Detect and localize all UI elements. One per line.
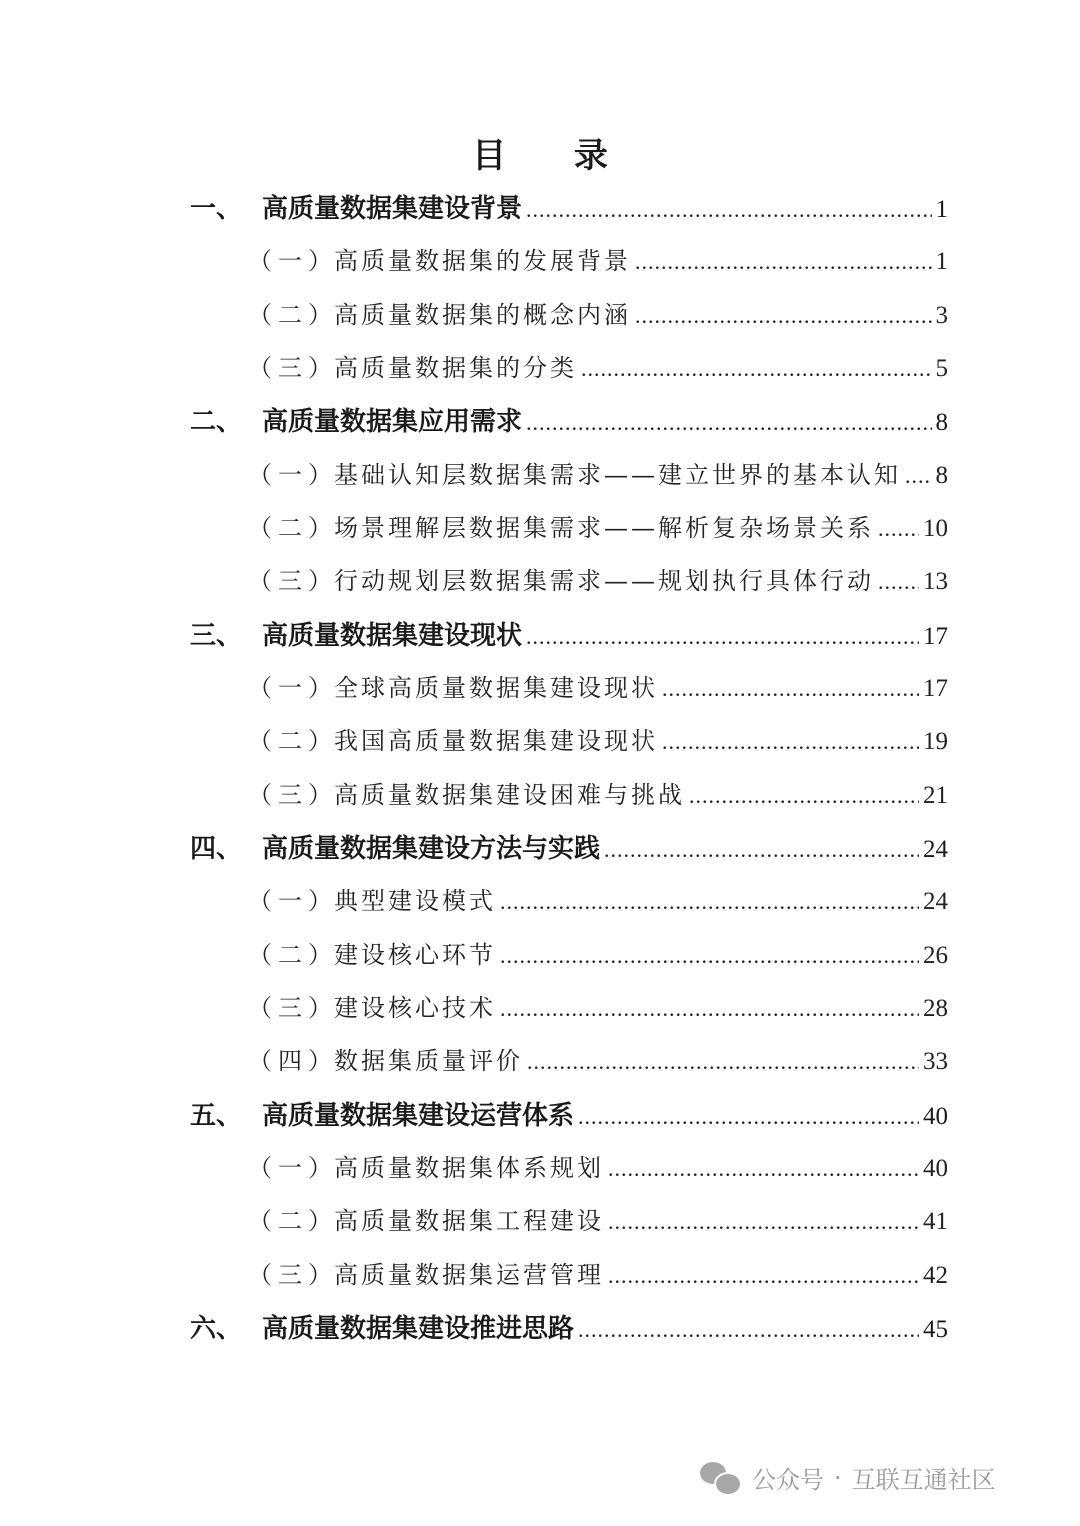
toc-label: 建设核心技术 [334,994,496,1022]
toc-label: 建设核心环节 [334,941,496,969]
toc-entry[interactable] [248,668,948,708]
toc-page-number: 24 [923,888,948,915]
watermark [700,1460,996,1495]
toc-page-number: 8 [935,409,948,436]
dot-leader [662,676,919,702]
toc-label: 数据集质量评价 [334,1047,523,1075]
toc-page-number: 28 [923,995,948,1022]
dot-leader [526,410,931,436]
dot-leader [878,569,919,595]
toc-number: （二） [248,1207,338,1235]
toc-number: 一、 [190,194,243,224]
toc-entry[interactable] [248,455,948,495]
toc-label: 高质量数据集体系规划 [334,1154,604,1182]
watermark-separator: · [834,1463,842,1492]
toc-page-number: 13 [923,568,948,595]
toc-number: （二） [248,514,338,542]
toc-number: （三） [248,354,338,382]
toc-number: （三） [248,1261,338,1289]
toc-page-number: 1 [935,248,948,275]
toc-label: 高质量数据集工程建设 [334,1207,604,1235]
toc-entry[interactable] [248,775,948,815]
toc-label: 高质量数据集应用需求 [262,407,523,437]
toc-number: （一） [248,887,338,915]
toc-label: 典型建设模式 [334,887,496,915]
toc-label: 行动规划层数据集需求——规划执行具体行动 [334,567,874,595]
wechat-icon [700,1462,740,1494]
toc-page-number: 10 [923,515,948,542]
toc-entry[interactable] [190,1308,948,1348]
dot-leader [635,303,932,329]
toc-page-number: 40 [923,1155,948,1182]
toc-number: （一） [248,674,338,702]
toc-label: 高质量数据集的发展背景 [334,247,631,275]
toc-page-number: 17 [923,675,948,702]
toc-label: 高质量数据集建设方法与实践 [262,834,601,864]
toc-label: 我国高质量数据集建设现状 [334,727,658,755]
toc-label: 高质量数据集建设背景 [262,194,523,224]
toc-number: （一） [248,461,338,489]
toc-entry[interactable] [248,1255,948,1295]
toc-page-number: 45 [923,1316,948,1343]
toc-page-number: 5 [935,355,948,382]
dot-leader [635,249,932,275]
dot-leader [689,783,919,809]
toc-entry[interactable] [248,988,948,1028]
toc-label: 高质量数据集运营管理 [334,1261,604,1289]
toc-number: （四） [248,1047,338,1075]
toc-number: 六、 [190,1314,243,1344]
toc-entry[interactable] [248,508,948,548]
toc-page-number: 42 [923,1262,948,1289]
toc-number: （二） [248,727,338,755]
toc-page-number: 26 [923,942,948,969]
toc-entry[interactable] [248,721,948,761]
dot-leader [500,996,919,1022]
toc-page-number: 17 [923,623,948,650]
toc-page-number: 21 [923,782,948,809]
toc-entry[interactable] [248,1148,948,1188]
watermark-account: 互联互通社区 [851,1466,996,1494]
toc-label: 基础认知层数据集需求——建立世界的基本认知 [334,461,901,489]
toc-page-number: 8 [935,462,948,489]
toc-label: 高质量数据集建设现状 [262,621,523,651]
toc-label: 高质量数据集的分类 [334,354,577,382]
toc-entry[interactable] [190,401,948,441]
page-title: 目 录 [472,136,636,176]
dot-leader [905,463,932,489]
toc-number: （三） [248,994,338,1022]
toc-page-number: 40 [923,1103,948,1130]
toc-label: 全球高质量数据集建设现状 [334,674,658,702]
dot-leader [578,1104,919,1130]
toc-entry[interactable] [190,1095,948,1135]
dot-leader [500,889,919,915]
toc-label: 高质量数据集建设推进思路 [262,1314,575,1344]
toc-label: 高质量数据集建设困难与挑战 [334,781,685,809]
dot-leader [526,197,931,223]
toc-number: （二） [248,941,338,969]
dot-leader [604,837,919,863]
toc-page-number: 1 [935,196,948,223]
toc-page-number: 41 [923,1208,948,1235]
toc-entry[interactable] [190,828,948,868]
toc-number: （一） [248,247,338,275]
dot-leader [878,516,919,542]
toc-entry[interactable] [248,241,948,281]
dot-leader [526,624,919,650]
toc-page-number: 19 [923,728,948,755]
toc-entry[interactable] [248,935,948,975]
toc-number: （三） [248,567,338,595]
watermark-prefix: 公众号 [752,1466,824,1494]
dot-leader [578,1317,919,1343]
toc-number: 三、 [190,621,243,651]
dot-leader [581,356,932,382]
toc-entry[interactable] [248,348,948,388]
toc-label: 高质量数据集的概念内涵 [334,301,631,329]
dot-leader [527,1049,919,1075]
toc-label: 高质量数据集建设运营体系 [262,1101,575,1131]
toc-entry[interactable] [248,1201,948,1241]
toc-page-number: 3 [935,302,948,329]
toc-number: （三） [248,781,338,809]
toc-entry[interactable] [248,1041,948,1081]
dot-leader [608,1263,919,1289]
toc-entry[interactable] [248,881,948,921]
dot-leader [608,1209,919,1235]
toc-page-number: 33 [923,1048,948,1075]
toc-entry[interactable] [248,561,948,601]
toc-number: （一） [248,1154,338,1182]
dot-leader [662,729,919,755]
toc-page-number: 24 [923,836,948,863]
toc-number: （二） [248,301,338,329]
toc-number: 四、 [190,834,243,864]
toc-number: 二、 [190,407,243,437]
toc-label: 场景理解层数据集需求——解析复杂场景关系 [334,514,874,542]
toc-entry[interactable] [190,615,948,655]
toc-number: 五、 [190,1101,243,1131]
dot-leader [608,1156,919,1182]
toc-entry[interactable] [248,295,948,335]
dot-leader [500,943,919,969]
toc-entry[interactable] [190,188,948,228]
